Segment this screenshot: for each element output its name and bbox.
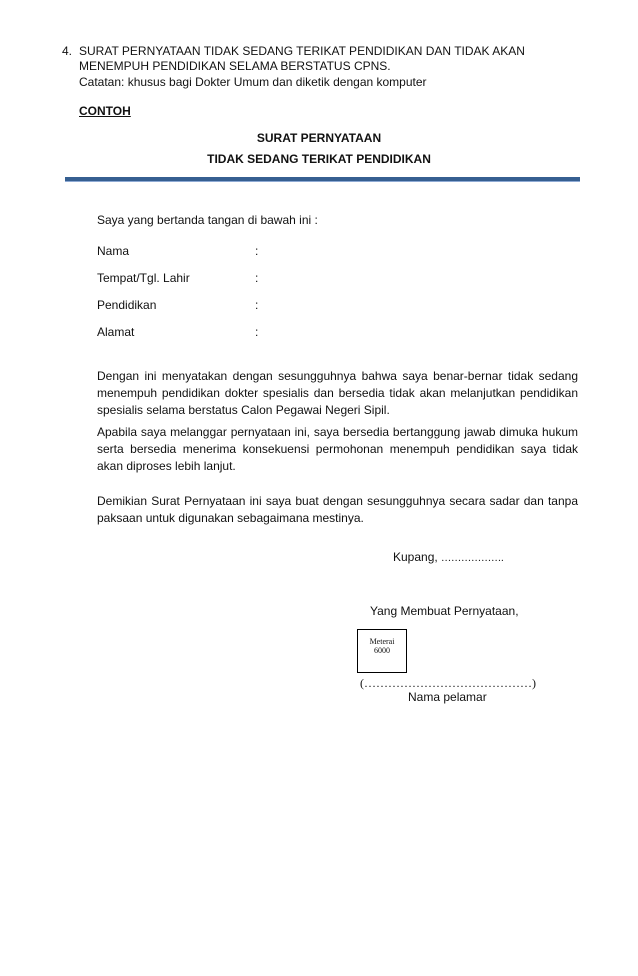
statement-paragraph-2: Apabila saya melanggar pernyataan ini, saya bersedia bertanggung jawab dimuka hukum serta bersedia menerima konsekuensi permohonan menempuh pendidikan saya tidak akan diproses lebih lanjut. <box>97 425 578 473</box>
heading-line-1: SURAT PERNYATAAN TIDAK SEDANG TERIKAT PENDIDIKAN DAN TIDAK AKAN <box>79 44 525 58</box>
field-colon: : <box>255 325 259 339</box>
place-date <box>393 550 504 564</box>
stamp-line-1: Meterai <box>369 637 395 646</box>
date-blank: ………………. <box>441 553 504 564</box>
stamp-line-2: 6000 <box>374 646 390 655</box>
field-label-birth: Tempat/Tgl. Lahir <box>97 271 190 285</box>
intro-text: Saya yang bertanda tangan di bawah ini : <box>97 213 318 227</box>
letter-title: SURAT PERNYATAAN <box>256 131 382 145</box>
place-label: Kupang, <box>393 550 438 564</box>
signer-label: Yang Membuat Pernyataan, <box>370 604 519 618</box>
field-label-address: Alamat <box>97 325 135 339</box>
applicant-label: Nama pelamar <box>408 690 487 704</box>
heading-line-2: MENEMPUH PENDIDIKAN SELAMA BERSTATUS CPNS. <box>79 59 391 73</box>
stamp-box <box>357 629 407 673</box>
field-colon: : <box>255 298 259 312</box>
field-colon: : <box>255 244 259 258</box>
statement-paragraph-3: Demikian Surat Pernyataan ini saya buat dengan sesungguhnya secara sadar dan tanpa paksaan untuk digunakan sebagaimana mestinya. <box>97 494 578 525</box>
heading-number: 4. <box>62 44 73 58</box>
heading-note: Catatan: khusus bagi Dokter Umum dan diketik dengan komputer <box>79 75 427 89</box>
field-label-education: Pendidikan <box>97 298 157 312</box>
field-label-name: Nama <box>97 244 130 258</box>
statement-paragraph-1: Dengan ini menyatakan dengan sesungguhnya bahwa saya benar-bernar tidak sedang menempuh pendidikan dokter spesialis dan bersedia tidak akan melanjutkan pendidikan spesialis selama berstatus Calon Pegawai Negeri Sipil. <box>97 369 578 417</box>
field-colon: : <box>255 271 259 285</box>
divider-rule-shadow <box>65 181 580 182</box>
letter-subtitle: TIDAK SEDANG TERIKAT PENDIDIKAN <box>207 152 431 166</box>
example-label: CONTOH <box>79 104 131 118</box>
signature-line: (……………………………………) <box>360 676 536 690</box>
